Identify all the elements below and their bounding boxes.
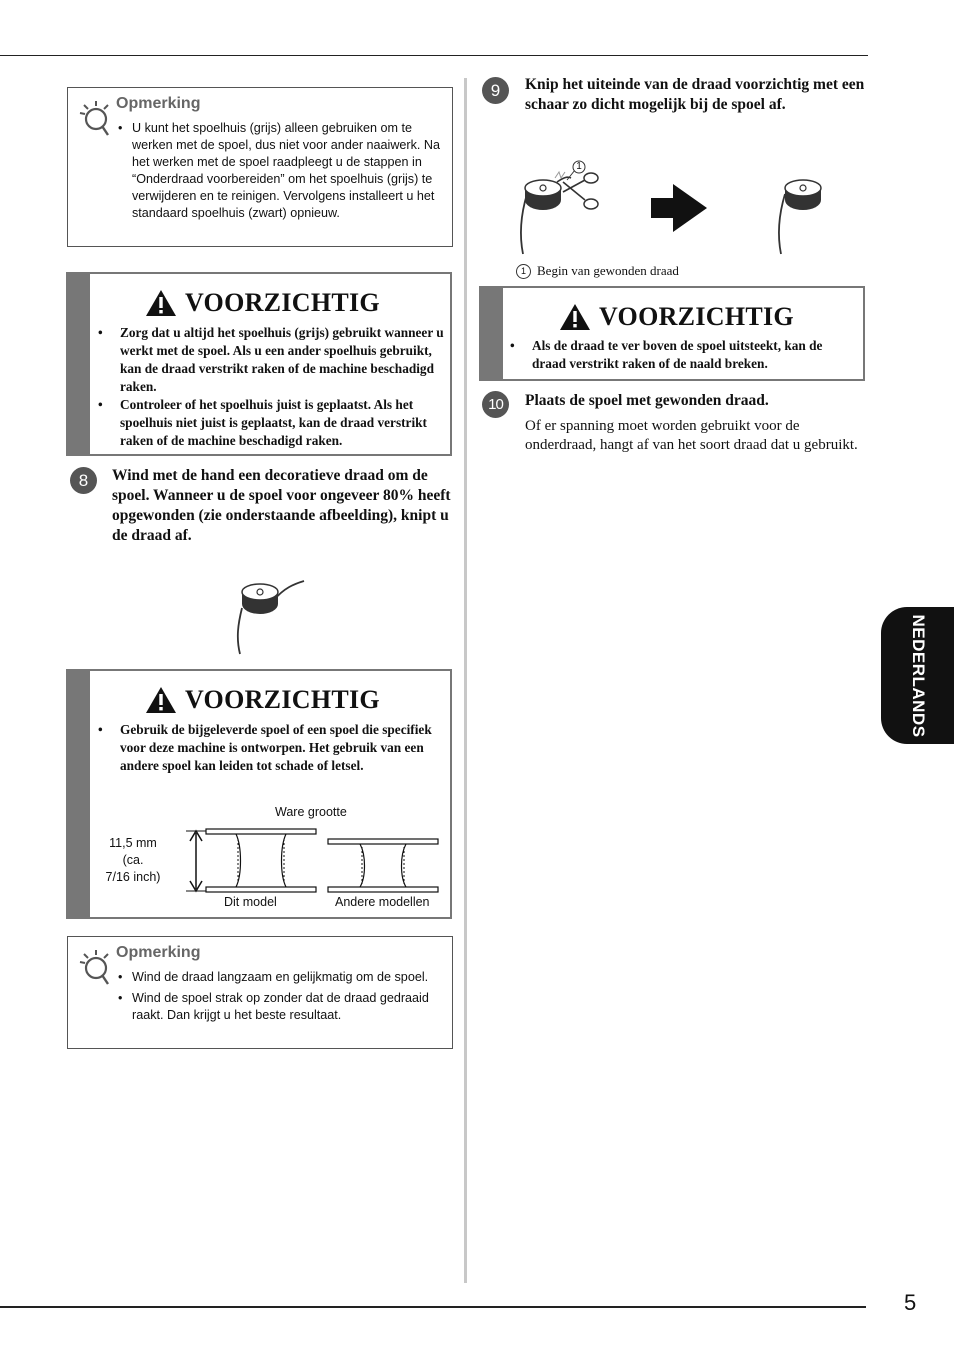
note-title: Opmerking	[116, 944, 201, 961]
size-label	[98, 835, 168, 886]
caution-title: VOORZICHTIG	[599, 302, 794, 331]
step-9-text: Knip het uiteinde van de draad voorzichtig met een schaar zo dicht mogelijk bij de spoel af.	[525, 76, 865, 113]
step-10-body: Of er spanning moet worden gebruikt voor de onderdraad, hangt af van het soort draad dat u gebruikt.	[525, 418, 858, 453]
bobbin-size-comparison-diagram	[178, 827, 448, 897]
label-this-model: Dit model	[224, 895, 277, 909]
caution-item: • Controleer of het spoelhuis juist is geplaatst. Als het spoelhuis niet juist is geplaatst, kan de draad verstrikt raken of de machine beschadigd raken.	[98, 396, 444, 450]
bottom-rule	[0, 1306, 866, 1308]
caution-item: • Als de draad te ver boven de spoel uitsteekt, kan de draad verstrikt raken of de naald breken.	[510, 337, 857, 373]
note-title: Opmerking	[116, 95, 201, 112]
note-item: • U kunt het spoelhuis (grijs) alleen gebruiken om te werken met de spoel, dus niet voor ander naaiwerk. Na het werken met de spoel raadpleegt u de stappen in “Onderdraad voorbereiden” om het spoelhuis (grijs) te verwijderen en te reinigen. Vervolgens installeert u het standaard spoelhuis (zwart) opnieuw.	[116, 120, 446, 222]
warning-icon	[145, 289, 177, 317]
callout-number: 1	[576, 161, 582, 172]
caption-text: Begin van gewonden draad	[537, 263, 679, 278]
caution-header	[145, 685, 380, 715]
size-label-line: (ca.	[122, 853, 144, 867]
caution-bar	[68, 671, 90, 917]
note-list	[116, 120, 446, 226]
lightbulb-note-icon	[78, 946, 112, 986]
caution-box	[479, 286, 865, 381]
caption-number-circle: 1	[516, 264, 531, 279]
step-number-10: 10	[482, 391, 509, 418]
language-tab	[881, 607, 954, 744]
wound-bobbin-illustration	[228, 576, 308, 656]
column-divider	[464, 78, 467, 1283]
warning-icon	[145, 686, 177, 714]
caution-item: • Zorg dat u altijd het spoelhuis (grijs) gebruikt wanneer u werkt met de spoel. Als u een ander spoelhuis gebruikt, kan de draad verstrikt raken of de machine beschadigd raken.	[98, 324, 444, 396]
top-rule	[0, 55, 868, 56]
caution-bar	[481, 288, 503, 379]
caution-header	[145, 288, 380, 318]
figure-heading: Ware grootte	[275, 805, 347, 819]
bobbin-cutting-illustration	[515, 158, 865, 258]
figure-caption	[516, 263, 679, 279]
caution-box	[66, 272, 452, 456]
note-list	[116, 969, 446, 1028]
step-number-9: 9	[482, 77, 509, 104]
size-label-line: 11,5 mm	[109, 836, 157, 850]
caution-list	[98, 721, 444, 775]
caution-item: • Gebruik de bijgeleverde spoel of een spoel die specifiek voor deze machine is ontworpen. Het gebruik van een andere spoel kan leiden tot schade of letsel.	[98, 721, 444, 775]
note-item: • Wind de spoel strak op zonder dat de draad gedraaid raakt. Dan krijgt u het beste resultaat.	[116, 990, 446, 1024]
caution-header	[559, 302, 794, 332]
caution-bar	[68, 274, 90, 454]
caution-list	[510, 337, 857, 373]
page-number: 5	[904, 1290, 917, 1315]
label-other-models: Andere modellen	[335, 895, 430, 909]
language-tab-label: NEDERLANDS	[908, 613, 928, 738]
step-10-title: Plaats de spoel met gewonden draad.	[525, 392, 769, 409]
caution-list	[98, 324, 444, 450]
caution-box	[66, 669, 452, 919]
note-box	[67, 87, 453, 247]
step-number-8: 8	[70, 467, 97, 494]
step-8-text: Wind met de hand een decoratieve draad om de spoel. Wanneer u de spoel voor ongeveer 80% heeft opgewonden (zie onderstaande afbeelding), knipt u de draad af.	[112, 467, 451, 544]
note-box	[67, 936, 453, 1049]
caution-title: VOORZICHTIG	[185, 288, 380, 317]
size-label-line: 7/16 inch)	[105, 870, 161, 884]
caution-title: VOORZICHTIG	[185, 685, 380, 714]
note-item: • Wind de draad langzaam en gelijkmatig om de spoel.	[116, 969, 446, 986]
warning-icon	[559, 303, 591, 331]
lightbulb-note-icon	[78, 97, 112, 137]
